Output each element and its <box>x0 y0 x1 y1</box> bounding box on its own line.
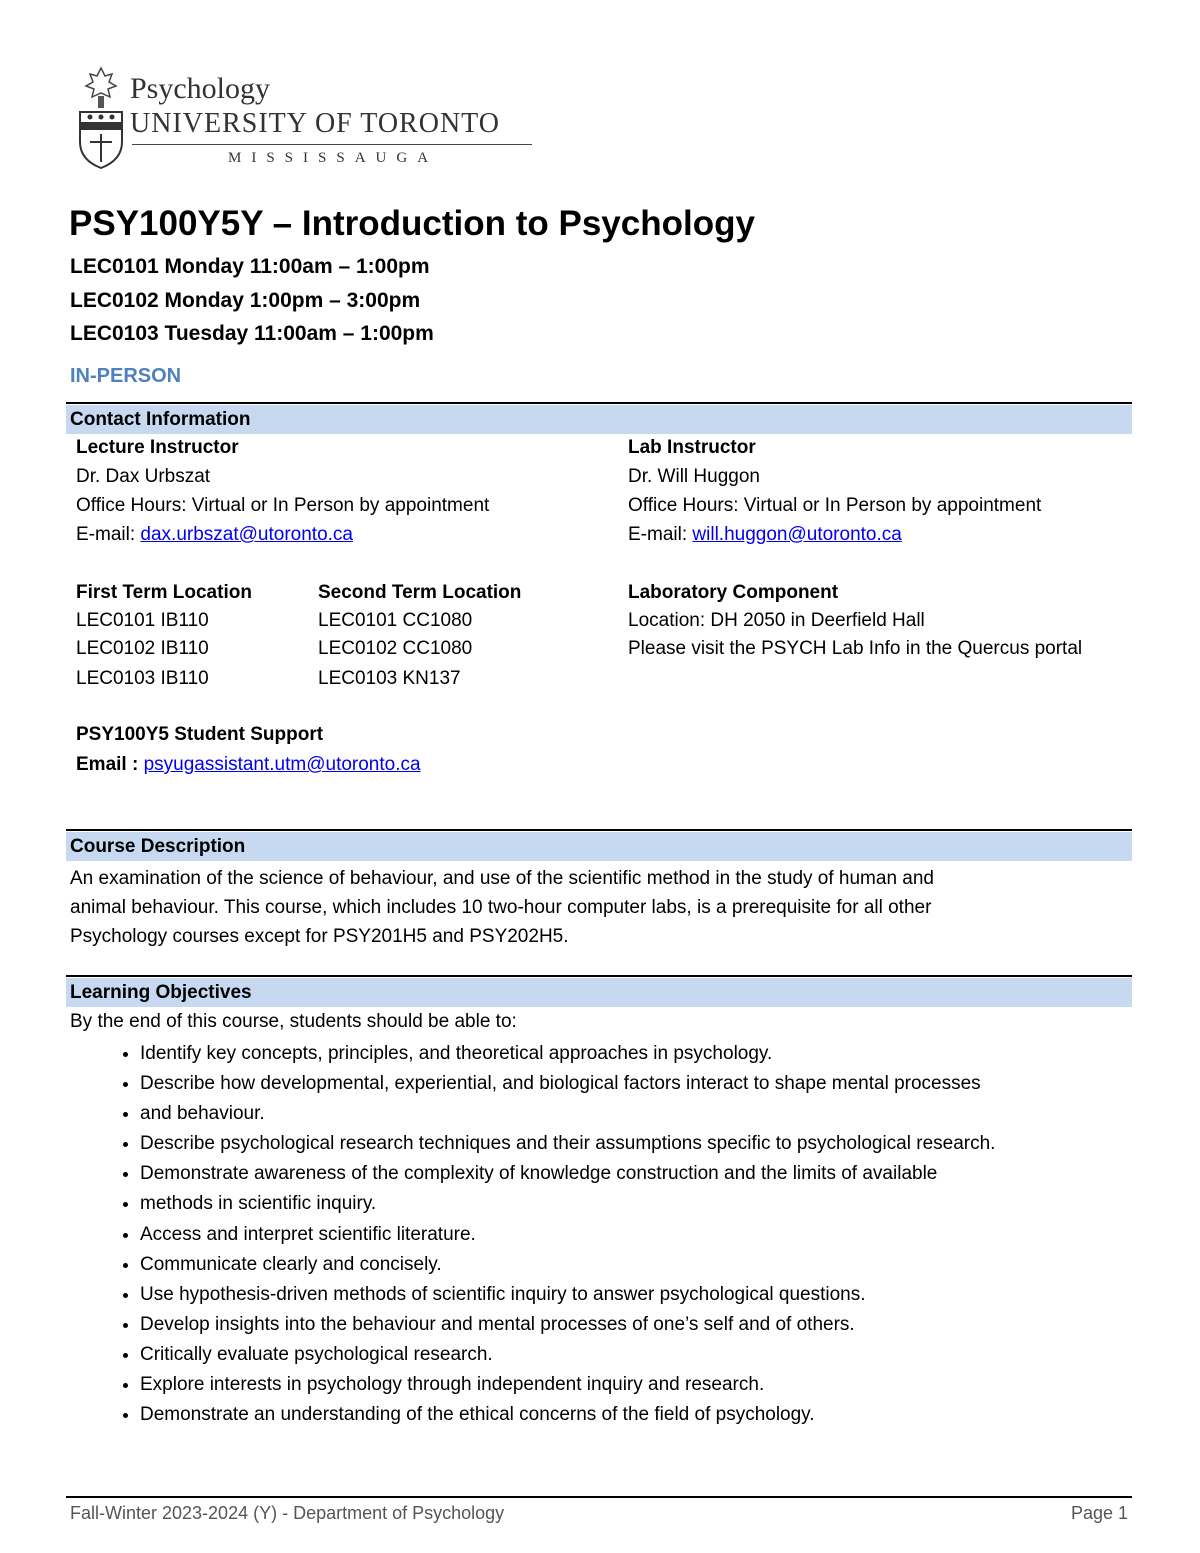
lab-instructor-email-line <box>628 524 902 546</box>
section-divider <box>66 975 1132 977</box>
lab-instructor-label: Lab Instructor <box>628 437 756 458</box>
lab-component-note: Please visit the PSYCH Lab Info in the Quercus portal <box>628 638 1083 659</box>
lecture-instructor-office-hours: Office Hours: Virtual or In Person by appointment <box>76 495 490 516</box>
lab-instructor-office-hours: Office Hours: Virtual or In Person by appointment <box>628 495 1042 516</box>
list-item: • Describe how developmental, experiential, and biological factors interact to shape mental processes <box>140 1069 1140 1099</box>
course-description-heading: Course Description <box>70 836 246 857</box>
list-item: • Describe psychological research techniques and their assumptions specific to psychological research. <box>140 1129 1140 1159</box>
lecture-schedule-1: LEC0101 Monday 11:00am – 1:00pm <box>70 255 430 278</box>
student-support-email-link[interactable]: psyugassistant.utm@utoronto.ca <box>143 754 421 775</box>
list-item: • Access and interpret scientific literature. <box>140 1220 1140 1250</box>
list-item: • Communicate clearly and concisely. <box>140 1250 1140 1280</box>
first-term-location-2: LEC0102 IB110 <box>76 638 209 659</box>
lab-instructor-name: Dr. Will Huggon <box>628 466 760 487</box>
lab-component-label: Laboratory Component <box>628 582 839 603</box>
email-label: E-mail: <box>76 524 141 545</box>
lecture-instructor-email-line <box>76 524 353 546</box>
list-item: • Explore interests in psychology through independent inquiry and research. <box>140 1370 1140 1400</box>
course-description-line: Psychology courses except for PSY201H5 and PSY202H5. <box>70 926 569 947</box>
section-divider <box>66 829 1132 831</box>
list-item: • Demonstrate an understanding of the ethical concerns of the field of psychology. <box>140 1400 1140 1430</box>
university-logo <box>76 64 546 174</box>
lecture-schedule-2: LEC0102 Monday 1:00pm – 3:00pm <box>70 289 421 312</box>
student-support-label: PSY100Y5 Student Support <box>76 724 324 745</box>
lecture-instructor-label: Lecture Instructor <box>76 437 239 458</box>
lecture-schedule-3: LEC0103 Tuesday 11:00am – 1:00pm <box>70 322 434 345</box>
logo-divider <box>132 144 532 145</box>
second-term-location-2: LEC0102 CC1080 <box>318 638 473 659</box>
logo-campus: MISSISSAUGA <box>228 150 439 166</box>
logo-university-name: UNIVERSITY OF TORONTO <box>130 108 500 139</box>
learning-objectives-heading: Learning Objectives <box>70 982 252 1003</box>
logo-department: Psychology <box>130 72 271 105</box>
student-support-email-line <box>76 754 421 776</box>
page-number: Page 1 <box>1070 1503 1128 1523</box>
footer-term-department: Fall-Winter 2023-2024 (Y) - Department of Psychology <box>70 1503 505 1523</box>
list-item: • Identify key concepts, principles, and theoretical approaches in psychology. <box>140 1039 1140 1069</box>
lecture-instructor-name: Dr. Dax Urbszat <box>76 466 211 487</box>
first-term-location-3: LEC0103 IB110 <box>76 668 209 689</box>
list-item: • and behaviour. <box>140 1099 1140 1129</box>
second-term-location-1: LEC0101 CC1080 <box>318 610 473 631</box>
email-label: E-mail: <box>628 524 693 545</box>
university-crest-icon <box>76 64 126 170</box>
email-label: Email : <box>76 754 144 775</box>
first-term-label: First Term Location <box>76 582 252 603</box>
second-term-label: Second Term Location <box>318 582 522 603</box>
course-description-line: animal behaviour. This course, which includes 10 two-hour computer labs, is a prerequisite for all other <box>70 897 932 918</box>
lab-instructor-email-link[interactable]: will.huggon@utoronto.ca <box>692 524 902 545</box>
list-item: • Develop insights into the behaviour and mental processes of one’s self and of others. <box>140 1310 1140 1340</box>
section-divider <box>66 402 1132 404</box>
course-description-body <box>70 864 1130 951</box>
contact-heading: Contact Information <box>70 409 251 430</box>
delivery-mode: IN-PERSON <box>70 365 182 387</box>
footer-divider <box>66 1496 1132 1498</box>
first-term-location-1: LEC0101 IB110 <box>76 610 209 631</box>
list-item: • Demonstrate awareness of the complexity of knowledge construction and the limits of available <box>140 1159 1140 1189</box>
learning-objectives-intro: By the end of this course, students should be able to: <box>70 1011 517 1032</box>
second-term-location-3: LEC0103 KN137 <box>318 668 461 689</box>
learning-objectives-list <box>100 1039 1140 1430</box>
lab-component-location: Location: DH 2050 in Deerfield Hall <box>628 610 925 631</box>
course-description-line: An examination of the science of behaviour, and use of the scientific method in the study of human and <box>70 868 934 889</box>
page-title: PSY100Y5Y – Introduction to Psychology <box>69 204 755 243</box>
list-item: • methods in scientific inquiry. <box>140 1189 1140 1219</box>
lecture-instructor-email-link[interactable]: dax.urbszat@utoronto.ca <box>140 524 353 545</box>
list-item: • Use hypothesis-driven methods of scientific inquiry to answer psychological questions. <box>140 1280 1140 1310</box>
list-item: • Critically evaluate psychological research. <box>140 1340 1140 1370</box>
